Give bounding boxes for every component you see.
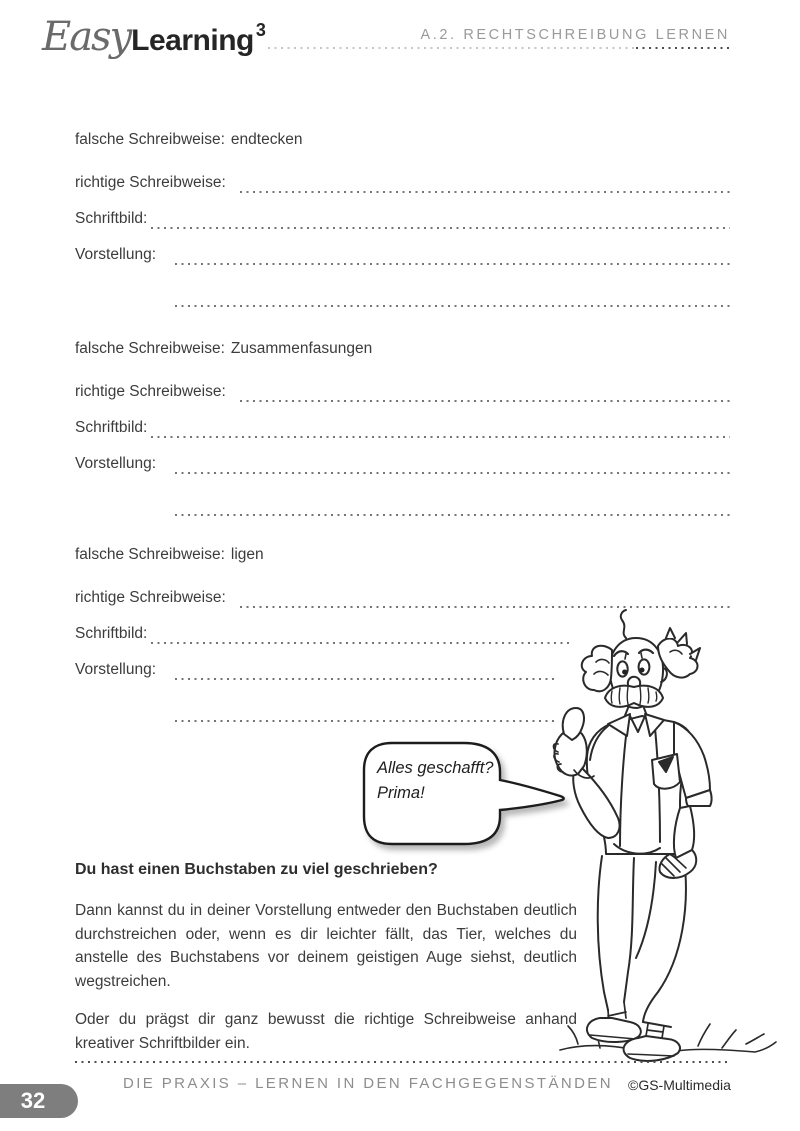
wrong-spelling-word: Zusammenfasungen xyxy=(230,340,373,357)
correct-spelling-label: richtige Schreibweise: xyxy=(75,589,226,606)
answer-dotted-line xyxy=(151,227,730,229)
logo-script-text: Easy xyxy=(42,14,131,60)
wrong-spelling-word: ligen xyxy=(230,546,264,563)
logo-superscript: 3 xyxy=(255,20,266,40)
answer-dotted-line xyxy=(240,191,730,193)
wrong-spelling-row xyxy=(75,340,730,360)
page-number-tab xyxy=(0,1084,78,1118)
imagination-label: Vorstellung: xyxy=(75,246,156,263)
letter-picture-row xyxy=(75,419,730,439)
speech-line-1: Alles geschafft? xyxy=(377,759,494,777)
page-number: 32 xyxy=(20,1088,46,1113)
header-divider-dotted-line xyxy=(268,47,636,49)
answer-dotted-line xyxy=(240,400,730,402)
answer-dotted-line xyxy=(175,678,557,680)
easy-learning-logo xyxy=(42,14,264,60)
professor-thumbs-up-illustration xyxy=(550,606,778,1066)
logo-bold-text: Learning xyxy=(131,24,254,57)
header-divider-dotted-line-dark-end xyxy=(636,47,730,49)
wrong-spelling-label: falsche Schreibweise: xyxy=(75,340,225,357)
answer-dotted-line xyxy=(175,472,730,474)
imagination-row xyxy=(75,246,730,266)
wrong-spelling-row xyxy=(75,546,730,566)
letter-picture-label: Schriftbild: xyxy=(75,419,148,436)
answer-dotted-line xyxy=(175,305,730,307)
imagination-label: Vorstellung: xyxy=(75,455,156,472)
letter-picture-label: Schriftbild: xyxy=(75,210,148,227)
wrong-spelling-label: falsche Schreibweise: xyxy=(75,546,225,563)
speech-line-2: Prima! xyxy=(377,784,425,802)
answer-dotted-line xyxy=(175,720,557,722)
imagination-extra-row xyxy=(75,288,730,308)
imagination-extra-row xyxy=(75,497,730,517)
speech-bubble-text xyxy=(377,756,493,806)
info-heading: Du hast einen Buchstaben zu viel geschrieben? xyxy=(75,861,438,878)
correct-spelling-label: richtige Schreibweise: xyxy=(75,383,226,400)
letter-picture-label: Schriftbild: xyxy=(75,625,148,642)
answer-dotted-line xyxy=(151,436,730,438)
correct-spelling-row xyxy=(75,383,730,403)
info-paragraph-1: Dann kannst du in deiner Vorstellung entweder den Buchstaben deutlich durchstreichen oder, wenn es dir leichter fällt, das Tier, welches du anstelle des Buchstabens vor deinem geistigen Auge siehst, deutlich wegstreichen. xyxy=(75,902,577,990)
speech-bubble xyxy=(360,740,572,850)
answer-dotted-line xyxy=(175,263,730,265)
correct-spelling-row xyxy=(75,174,730,194)
imagination-row xyxy=(75,455,730,475)
letter-picture-row xyxy=(75,210,730,230)
wrong-spelling-label: falsche Schreibweise: xyxy=(75,131,225,148)
correct-spelling-label: richtige Schreibweise: xyxy=(75,174,226,191)
wrong-spelling-word: endtecken xyxy=(230,131,303,148)
wrong-spelling-row xyxy=(75,131,730,151)
footer-copyright: ©GS-Multimedia xyxy=(628,1077,731,1093)
answer-dotted-line xyxy=(151,642,570,644)
chapter-title: A.2. RECHTSCHREIBUNG LERNEN xyxy=(420,27,730,43)
footer-divider-dotted-line xyxy=(75,1061,730,1063)
answer-dotted-line xyxy=(175,514,730,516)
info-block xyxy=(75,861,577,1070)
info-paragraph-2: Oder du prägst dir ganz bewusst die richtige Schreibweise anhand kreativer Schriftbilder ein. xyxy=(75,1011,577,1052)
imagination-label: Vorstellung: xyxy=(75,661,156,678)
footer-series-title: DIE PRAXIS – LERNEN IN DEN FACHGEGENSTÄNDEN xyxy=(123,1075,613,1092)
